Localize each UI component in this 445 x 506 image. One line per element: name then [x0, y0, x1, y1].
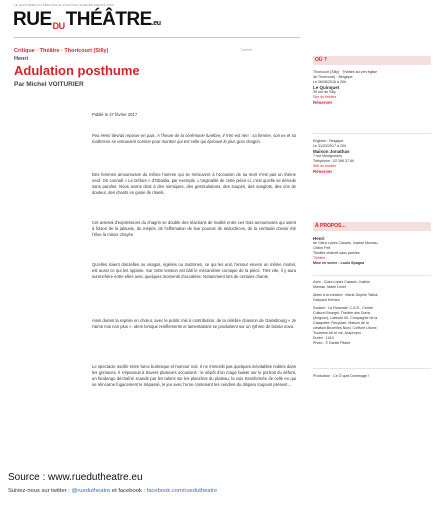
follow-caption	[8, 488, 217, 494]
show-support-4: Casquette, Recyclart, Maison de la	[313, 321, 369, 325]
show-authors: de Clara Lopez Casado, Justine Moreau,	[313, 241, 379, 245]
source-caption: Source : www.ruedutheatre.eu	[8, 472, 143, 483]
site-logo[interactable]	[13, 10, 160, 34]
show-staging: Mise en scène : Louis Spagna	[313, 261, 365, 265]
article-paragraph: Le spectacle oscille entre farce burlesque et humour noir. Il ne s'interdit pas quelques inévitables redites dans les grimaces. Il s'épanouit à travers plusieurs occasions : le dépôt d'un rouge baiser sur le portrait du défunt, un fandango déchaîné scandé par les talons sur les planches du plateau, la voix transformée de celle en qui se réincarne fugacement le trépassé, le jeu avec l'urne contenant les cendres du disparu toujours présent…	[92, 364, 296, 387]
where-heading: OÙ ?	[313, 56, 431, 65]
venue-2	[313, 139, 431, 174]
follow-prefix: Suivez-nous sur twitter :	[8, 488, 70, 494]
venue-2-name: Maison Jonathas	[313, 149, 350, 154]
venue-2-date: Le 31/03/2017 à 20h	[313, 144, 346, 148]
show-title: Henri	[313, 236, 325, 241]
logo-eu: .eu	[151, 20, 161, 27]
show-cast: Avec : Clara Lopez Casado, Justine	[313, 280, 371, 284]
breadcrumb[interactable]: Critique · Théâtre · Thoricourt (Silly)	[14, 48, 109, 54]
venue-1-name: Le Quinquet	[313, 85, 340, 90]
venue-1-reserve-button[interactable]: Réserver	[313, 100, 333, 105]
facebook-prefix: et facebook :	[111, 488, 146, 494]
venue-1-line2: de Thoricourt) · Belgique	[313, 75, 353, 79]
show-genre: Théâtre charnel sans paroles	[313, 251, 360, 255]
header-divider	[14, 37, 300, 38]
sidebar-divider	[313, 133, 431, 134]
show-genre-link[interactable]: Théâtre	[313, 256, 326, 260]
show-production: Production : Ce Ô quel Dommage !	[313, 374, 369, 378]
venue-1-site-link[interactable]: Site du théâtre	[313, 95, 337, 99]
article-paragraph: Cet arsenal d'expressions du chagrin se double des réactions de rivalité entre ces trois amoureuses qui usent à foison de la jalousie, du mépris, de l'affirmation de leur pouvoir de séductrices, de la certitude d'avoir été l'élue la mieux choyée.	[92, 220, 296, 237]
venue-2-reserve-button[interactable]: Réserver	[313, 169, 333, 174]
venue-1-date: Le 26/08/2016 à 20h	[313, 80, 346, 84]
article-author: Par Michel VOITURIER	[14, 81, 84, 88]
show-support-5: création Bruxelles-Nord, Coiffure Lilione,	[313, 326, 378, 330]
page-title: Adulation posthume	[14, 63, 140, 78]
about-heading: À PROPOS...	[313, 222, 431, 231]
venue-2-line1: Enghien · Belgique	[313, 139, 344, 143]
publish-date: Publié le 27 février 2017	[92, 112, 138, 117]
show-aides-cont: Gaspard Herbeo	[313, 298, 340, 302]
show-authors-cont: Céline Peli	[313, 246, 331, 250]
sidebar-divider	[313, 275, 431, 276]
venue-1-address: 39 rue de Silly	[313, 90, 336, 94]
twitter-link[interactable]: @ruedutheatre	[71, 488, 111, 494]
show-support: Soutien : La Roseraie, C.A.R., Centre	[313, 306, 373, 310]
logo-rue: RUE	[13, 9, 52, 30]
share-tweet-button[interactable]: Tweeter	[240, 48, 253, 52]
show-duration: Durée : 1h10	[313, 336, 334, 340]
site-tagline: LE QUOTIDIEN DU SPECTACLE VIVANT EN EUROPE DEPUIS 2003	[14, 3, 114, 7]
venue-2-phone: Téléphone : 02 396.37.69	[313, 159, 354, 163]
venue-2-site-link[interactable]: Site du théâtre	[313, 164, 337, 168]
article-paragraph: Qu'elles soient donzelles ou viragos, égéries ou matrones, ce qui les unit, l'amour envers un même mortel, est aussi ce qui les oppose. Sur cette tension est bâti le mécanisme comique de la pièce. Très vite, il y aura surenchère entre elles avec quelques moments d'accalmie. Notamment lors de certains chants.	[92, 262, 296, 279]
show-aides: Aides à la création : Marie-Sophie Talbot,	[313, 293, 379, 297]
show-credits	[313, 280, 431, 346]
venue-1	[313, 70, 431, 105]
show-support-3: (Avignon), Latitude 50, Compagnie de la	[313, 316, 378, 320]
show-support-6: Tournées Art et vie, Asspropro	[313, 331, 361, 335]
article-paragraph: Feu Henri devrait reposer en paix. À l'heure de la cérémonie funèbre, il n'en est rien : sa femme, son ex et sa maîtresse se retrouvent comme pour montrer qui est celle qui éprouve le plus gros chagrin.	[92, 133, 296, 144]
show-support-2: Culturel Bruegel, Théâtre des Doms	[313, 311, 371, 315]
logo-theatre: THÉÂTRE	[65, 9, 152, 30]
show-details	[313, 236, 431, 266]
venue-1-line1: Thoricourt (Silly) · Théâtre au vert église	[313, 70, 378, 74]
sidebar-divider	[313, 368, 431, 369]
facebook-link[interactable]: facebook.com/ruedutheatre	[146, 488, 218, 494]
article-paragraph: Ainsi durant la reprise en chœur, avec le public mis à contribution, de la célèbre chanson de Gainsbourg « Je t'aime moi non plus ». Idem lorsque reniflements et lamentations se produisent sur un rythme de bossa nova.	[92, 318, 296, 329]
venue-2-address: 7 rue Montgomery	[313, 154, 343, 158]
article-paragraph: Des femmes amoureuses du même homme qui se retrouvent à l'occasion de sa mort n'est pas un thème neuf. On connaît « Le Défunt » d'Obaldia, par exemple. L'originalité de cette pièce-ci, c'est qu'elle se déroule sans paroles. Nous avons droit à des mimiques, des gesticulations, des soupirs, des sanglots, des cris de douleur, des chants en guise de rituels.	[92, 172, 296, 195]
show-cast-cont: Moreau, Marie Limet	[313, 285, 346, 289]
article-kicker: Henri	[14, 56, 29, 62]
show-photo-credit: Photo : © Daniel Pilarte	[313, 341, 351, 345]
logo-du: DU	[52, 21, 65, 31]
